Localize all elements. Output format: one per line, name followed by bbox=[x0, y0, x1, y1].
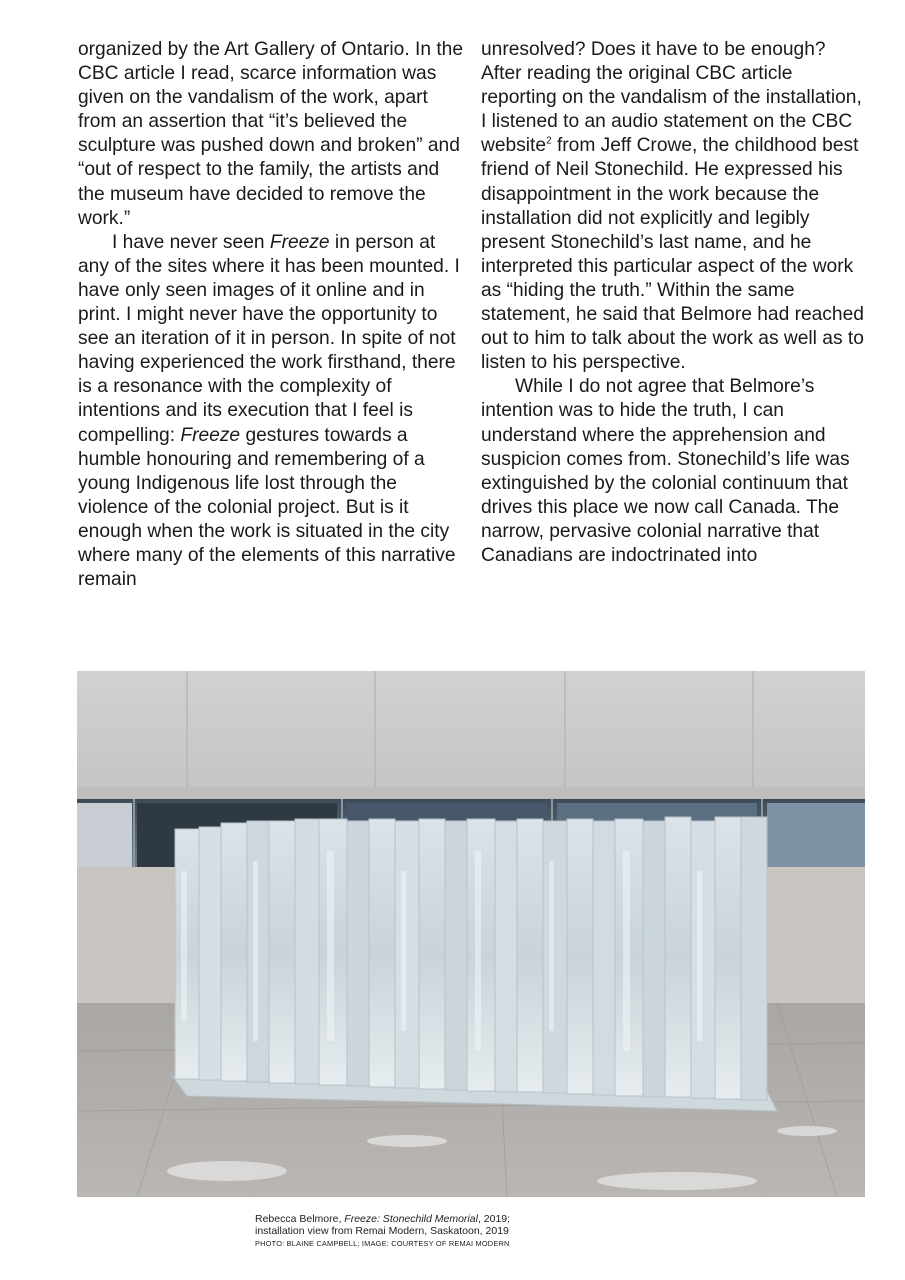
left-paragraph-2 bbox=[78, 231, 464, 592]
caption-artist: Rebecca Belmore, bbox=[255, 1213, 345, 1225]
right-p1-text-a: unresolved? Does it have to be enough? After reading the original CBC article reporting on the vandalism of the installation, I listened to an audio statement on the CBC website bbox=[481, 39, 862, 157]
caption-credit: PHOTO: BLAINE CAMPBELL; IMAGE: COURTESY OF REMAI MODERN bbox=[255, 1238, 510, 1248]
right-paragraph-1 bbox=[481, 38, 867, 375]
left-paragraph-1: organized by the Art Gallery of Ontario. In the CBC article I read, scarce information was given on the vandalism of the work, apart from an assertion that “it’s believed the sculpture was pushed down and broken” and “out of respect to the family, the artists and the museum have decided to remove the work.” bbox=[78, 39, 464, 229]
installation-photo bbox=[77, 671, 865, 1197]
left-p2-text-a: I have never seen bbox=[112, 231, 270, 253]
right-paragraph-2: While I do not agree that Belmore’s intention was to hide the truth, I can understand where the apprehension and suspicion comes from. Stonechild’s life was extinguished by the colonial continuum that drives this place we now call Canada. The narrow, pervasive colonial narrative that Canadians are indoctrinated into bbox=[481, 376, 850, 566]
ice-sculpture-photo bbox=[77, 671, 865, 1197]
photo-caption bbox=[255, 1213, 675, 1250]
footnote-ref-2: 2 bbox=[546, 135, 552, 147]
left-p2-italic-freeze-2: Freeze bbox=[180, 424, 241, 446]
left-p2-text-c: gestures towards a humble honouring and remembering of a young Indigenous life lost through the violence of the colonial project. But is it enough when the work is situated in the city where many of the elements of this narrative remain bbox=[78, 424, 456, 591]
left-p2-text-b: in person at any of the sites where it has been mounted. I have only seen images of it online and in print. I might never have the opportunity to see an iteration of it in person. In spite of not having experienced the work firsthand, there is a resonance with the complexity of intentions and its execution that I feel is compelling: bbox=[78, 231, 460, 446]
caption-year: , 2019; bbox=[477, 1213, 511, 1225]
left-column bbox=[78, 38, 464, 592]
right-p1-text-b: from Jeff Crowe, the childhood best friend of Neil Stonechild. He expressed his disappointment in the work because the installation did not explicitly and legibly present Stonechild’s last name, and he interpreted this particular aspect of the work as “hiding the truth.” Within the same statement, he said that Belmore had reached out to him to talk about the work as well as to listen to his perspective. bbox=[481, 135, 864, 374]
left-p2-italic-freeze: Freeze bbox=[269, 231, 330, 253]
caption-line-1 bbox=[255, 1213, 675, 1225]
right-column bbox=[481, 38, 867, 568]
caption-title: Freeze: Stonechild Memorial bbox=[344, 1213, 478, 1225]
caption-line-2: installation view from Remai Modern, Saskatoon, 2019 bbox=[255, 1225, 509, 1238]
